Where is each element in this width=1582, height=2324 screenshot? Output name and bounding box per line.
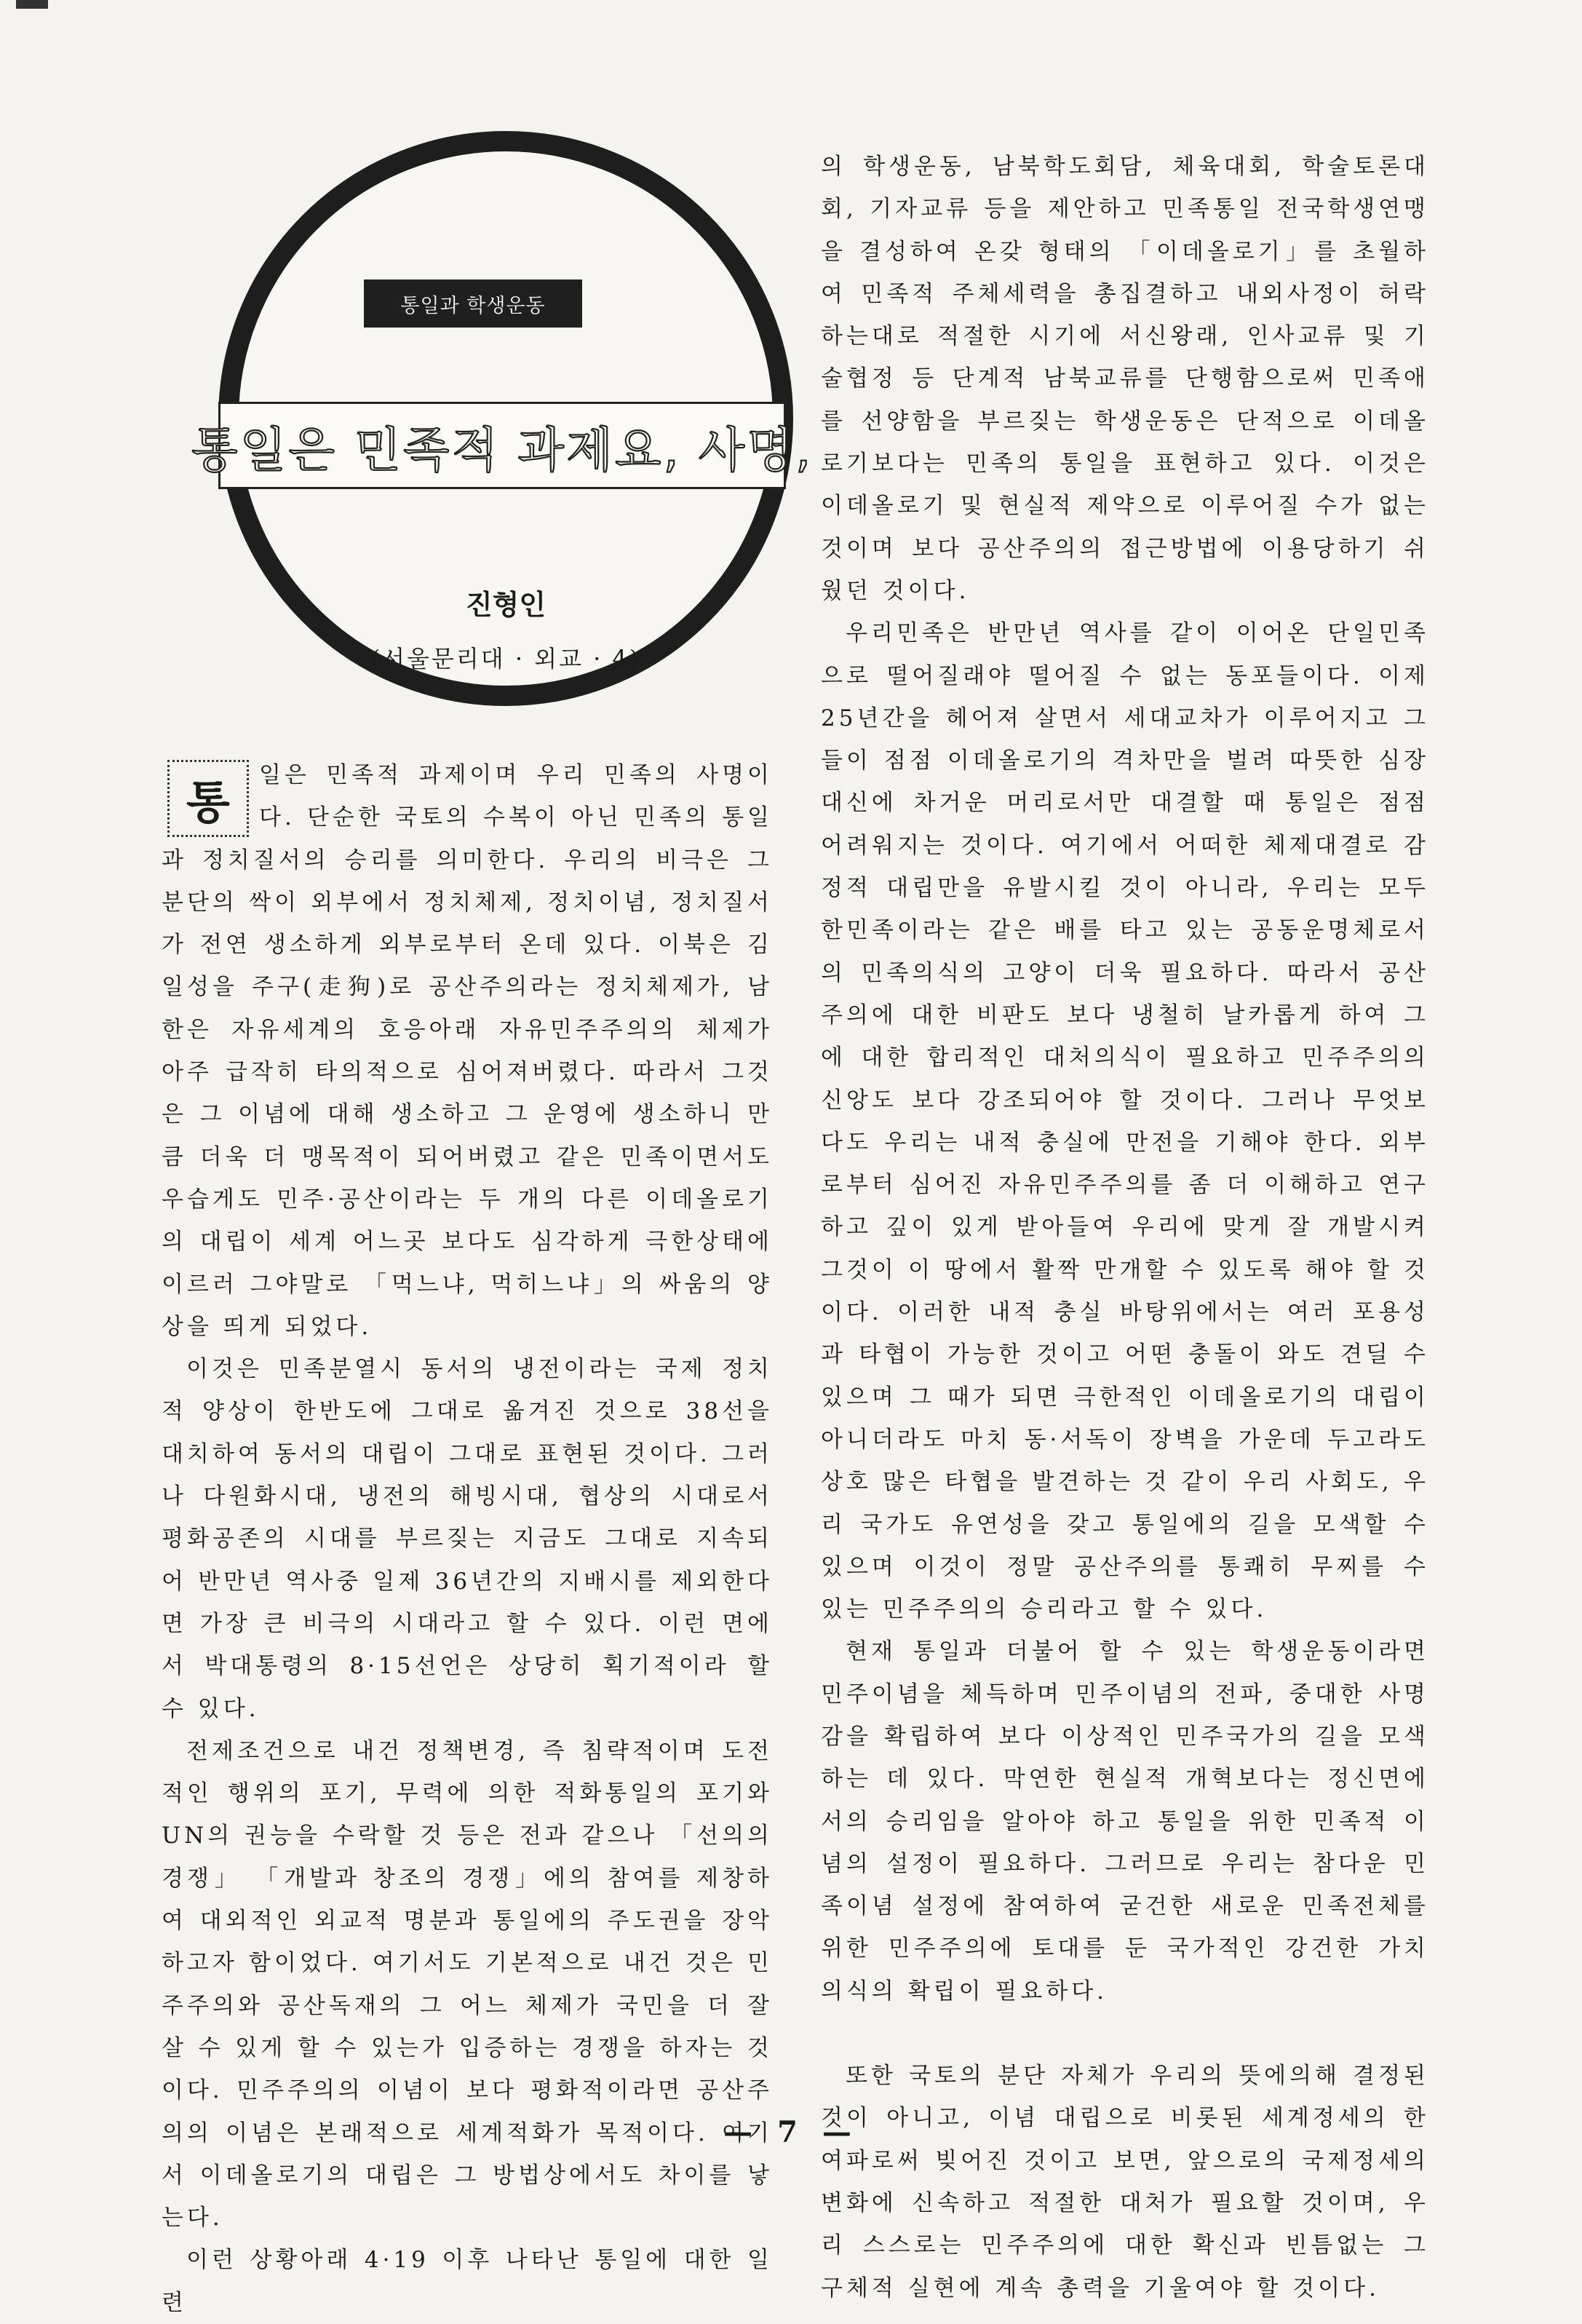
paragraph-gap — [821, 2012, 1429, 2055]
author-affiliation: (서울문리대 · 외교 · 4) — [370, 645, 641, 673]
paragraph: 이런 상황아래 4·19 이후 나타난 통일에 대한 일련 — [162, 2247, 773, 2316]
column-right — [821, 146, 1429, 2309]
column-left — [162, 754, 773, 2324]
title-seal — [191, 131, 814, 706]
paragraph: 일은 민족적 과제이며 우리 민족의 사명이다. 단순한 국토의 수복이 아닌 민족의 통일과 정치질서의 승리를 의미한다. 우리의 비극은 그 분단의 싹이 외부에서 정치체제, 정치이념, 정치질서가 전연 생소하게 외부로부터 온데 있다. 이북은 김일성을 주구(走狗)로 공산주의라는 정치체제가, 남한은 자유세계의 호응아래 자유민주주의의 체제가 아주 급작히 타의적으로 심어져버렸다. 따라서 그것은 그 이념에 대해 생소하고 그 운영에 생소하니 만큼 더욱 더 맹목적이 되어버렸고 같은 민족이면서도 우습게도 민주·공산이라는 두 개의 다른 이데올로기의 대립이 세계 어느곳 보다도 심각하게 극한상태에 이르러 그야말로 「먹느냐, 먹히느냐」의 싸움의 양상을 띄게 되었다. — [162, 762, 773, 1340]
paragraph: 이것은 민족분열시 동서의 냉전이라는 국제 정치적 양상이 한반도에 그대로 옮겨진 것으로 38선을 대치하여 동서의 대립이 그대로 표현된 것이다. 그러나 다원화시대, 냉전의 해빙시대, 협상의 시대로서 평화공존의 시대를 부르짖는 지금도 그대로 지속되어 반만년 역사중 일제 36년간의 지배시를 제외한다면 가장 큰 비극의 시대라고 할 수 있다. 이런 면에서 박대통령의 8·15선언은 상당히 획기적이라 할 수 있다. — [162, 1356, 773, 1722]
scan-mark — [16, 0, 48, 9]
section-label: 통일과 학생운동 — [364, 279, 582, 328]
author-name: 진형인 — [465, 589, 546, 621]
paragraph: 우리민족은 반만년 역사를 같이 이어온 단일민족으로 떨어질래야 떨어질 수 없는 동포들이다. 이제 25년간을 헤어져 살면서 세대교차가 이루어지고 그들이 점점 이데올로기의 격차만을 벌려 따뜻한 심장대신에 차거운 머리로서만 대결할 때 통일은 점점 어려워지는 것이다. 여기에서 어떠한 체제대결로 감정적 대립만을 유발시킬 것이 아니라, 우리는 모두 한민족이라는 같은 배를 타고 있는 공동운명체로서의 민족의식의 고양이 더욱 필요하다. 따라서 공산주의에 대한 비판도 보다 냉철히 날카롭게 하여 그에 대한 합리적인 대처의식이 필요하고 민주주의의 신앙도 보다 강조되어야 할 것이다. 그러나 무엇보다도 우리는 내적 충실에 만전을 기해야 한다. 외부로부터 심어진 자유민주주의를 좀 더 이해하고 연구하고 깊이 있게 받아들여 우리에 맞게 잘 개발시켜 그것이 이 땅에서 활짝 만개할 수 있도록 해야 할 것이다. 이러한 내적 충실 바탕위에서는 여러 포용성과 타협이 가능한 것이고 어떤 충돌이 와도 견딜 수 있으며 그 때가 되면 극한적인 이데올로기의 대립이 아니더라도 마치 동·서독이 장벽을 가운데 두고라도 상호 많은 타협을 발견하는 것 같이 우리 사회도, 우리 국가도 유연성을 갖고 통일에의 길을 모색할 수 있으며 이것이 정말 공산주의를 통쾌히 무찌를 수 있는 민주주의의 승리라고 할 수 있다. — [821, 620, 1429, 1623]
paragraph: 전제조건으로 내건 정책변경, 즉 침략적이며 도전적인 행위의 포기, 무력에 의한 적화통일의 포기와 UN의 권능을 수락할 것 등은 전과 같으나 「선의의 경쟁」 「개발과 창조의 경쟁」에의 참여를 제창하여 대외적인 외교적 명분과 통일에의 주도권을 장악하고자 함이었다. 여기서도 기본적으로 내건 것은 민주주의와 공산독재의 그 어느 체제가 국민을 더 잘 살 수 있게 할 수 있는가 입증하는 경쟁을 하자는 것이다. 민주주의의 이념이 보다 평화적이라면 공산주의의 이념은 본래적으로 세계적화가 목적이다. 여기서 이데올로기의 대립은 그 방법상에서도 차이를 낳는다. — [162, 1737, 773, 2232]
article-title: 통일은 민족적 과제요, 사명, — [218, 402, 786, 489]
page-number: — 7 — — [723, 2115, 859, 2149]
paragraph: 또한 국토의 분단 자체가 우리의 뜻에의해 결정된 것이 아니고, 이념 대립으로 비롯된 세계정세의 한 여파로써 빚어진 것이고 보면, 앞으로의 국제정세의 변화에 신속하고 적절한 대처가 필요할 것이며, 우리 스스로는 민주주의에 대한 확신과 빈틈없는 그 구체적 실현에 계속 총력을 기울여야 할 것이다. — [821, 2063, 1429, 2301]
drop-cap: 통 — [167, 760, 249, 837]
paragraph: 의 학생운동, 남북학도회담, 체육대회, 학술토론대회, 기자교류 등을 제안하고 민족통일 전국학생연맹을 결성하여 온갖 형태의 「이데올로기」를 초월하여 민족적 주체세력을 총집결하고 내외사정이 허락하는대로 적절한 시기에 서신왕래, 인사교류 및 기술협정 등 단계적 남북교류를 단행함으로써 민족애를 선양함을 부르짖는 학생운동은 단적으로 이데올로기보다는 민족의 통일을 표현하고 있다. 이것은 이데올로기 및 현실적 제약으로 이루어질 수가 없는 것이며 보다 공산주의의 접근방법에 이용당하기 쉬웠던 것이다. — [821, 154, 1429, 604]
paragraph: 현재 통일과 더불어 할 수 있는 학생운동이라면 민주이념을 체득하며 민주이념의 전파, 중대한 사명감을 확립하여 보다 이상적인 민주국가의 길을 모색하는 데 있다. 막연한 현실적 개혁보다는 정신면에서의 승리임을 알아야 하고 통일을 위한 민족적 이념의 설정이 필요하다. 그러므로 우리는 참다운 민족이념 설정에 참여하여 굳건한 새로운 민족전체를 위한 민주주의에 토대를 둔 국가적인 강건한 가치 의식의 확립이 필요하다. — [821, 1638, 1429, 2004]
